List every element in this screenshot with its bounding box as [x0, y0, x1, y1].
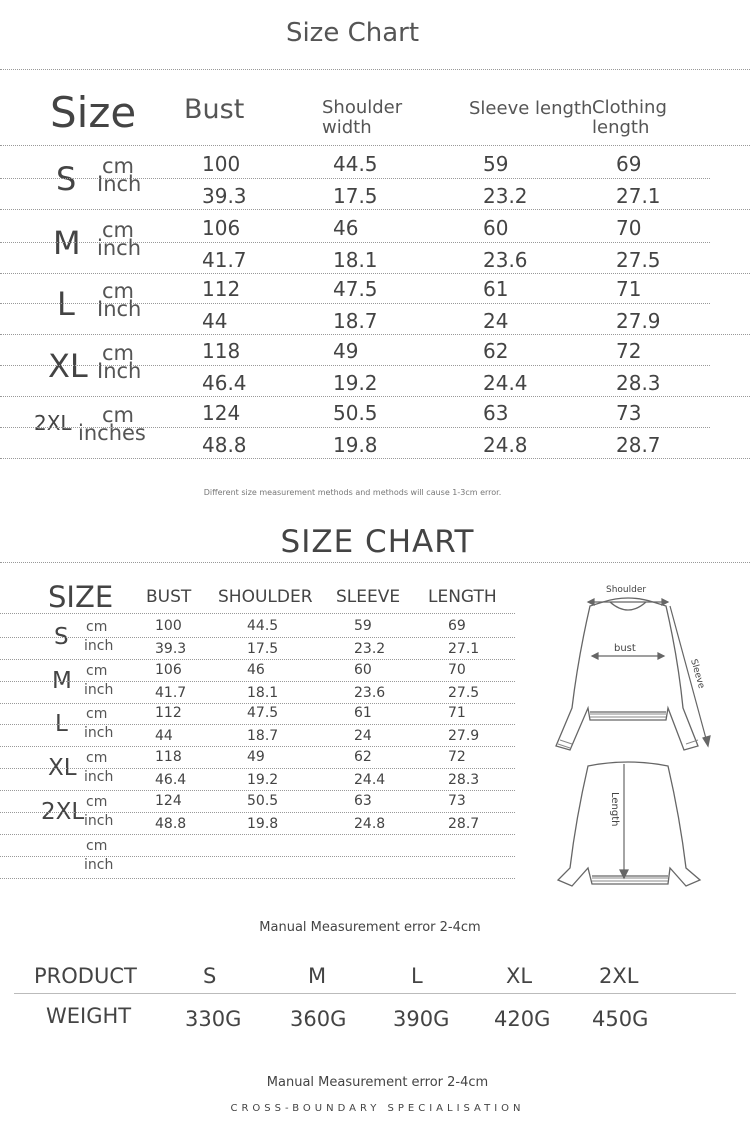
cell-inch: 46.4 — [202, 371, 247, 395]
cell-inch: 27.9 — [448, 728, 480, 744]
unit-cm-label: cm — [102, 218, 135, 242]
cell-cm: 71 — [448, 705, 466, 721]
cell-inch: 19.8 — [247, 816, 279, 832]
cell-cm: 69 — [616, 152, 642, 176]
header-size: SIZE — [48, 580, 114, 614]
header-shoulder: SHOULDER — [218, 587, 313, 607]
cell-inch: 24.8 — [483, 433, 528, 457]
cell-cm: 62 — [483, 339, 509, 363]
row-mid-divider — [0, 768, 515, 769]
unit-cm-label: cm — [86, 663, 108, 679]
cell-inch: 19.2 — [333, 371, 378, 395]
unit-inch-label: inch — [84, 769, 114, 785]
cell-cm: 112 — [202, 277, 241, 301]
row-size-label: XL — [48, 347, 88, 385]
cell-cm: 59 — [354, 618, 372, 634]
cell-cm: 70 — [448, 662, 466, 678]
divider — [0, 145, 750, 146]
cell-cm: 44.5 — [247, 618, 279, 634]
header-sleeve: SLEEVE — [336, 587, 401, 607]
cell-inch: 18.1 — [333, 248, 378, 272]
row-divider — [0, 396, 750, 397]
weight-value: 330G — [185, 1007, 242, 1031]
cell-cm: 63 — [354, 793, 372, 809]
cell-cm: 44.5 — [333, 152, 378, 176]
unit-cm-label: cm — [102, 341, 135, 365]
row-mid-divider — [0, 178, 710, 179]
row-mid-divider — [0, 427, 710, 428]
product-label: PRODUCT — [34, 964, 137, 988]
cell-cm: 47.5 — [247, 705, 279, 721]
unit-inch-label: inch — [84, 813, 114, 829]
cell-cm: 50.5 — [247, 793, 279, 809]
cell-inch: 28.7 — [616, 433, 661, 457]
cell-cm: 72 — [616, 339, 642, 363]
unit-inch-label: Inch — [97, 359, 142, 383]
cell-inch: 24 — [483, 309, 509, 333]
unit-inch-label: inches — [78, 421, 146, 445]
row-size-label: S — [56, 160, 77, 198]
cell-cm: 59 — [483, 152, 509, 176]
cell-inch: 17.5 — [247, 641, 279, 657]
row-divider — [0, 746, 515, 747]
cell-cm: 60 — [483, 216, 509, 240]
cell-cm: 118 — [155, 749, 182, 765]
cell-cm: 118 — [202, 339, 241, 363]
cell-cm: 100 — [155, 618, 182, 634]
cell-inch: 27.1 — [448, 641, 480, 657]
row-divider — [0, 273, 750, 274]
cell-inch: 23.2 — [483, 184, 528, 208]
cell-inch: 23.6 — [483, 248, 528, 272]
unit-cm-label: cm — [86, 706, 108, 722]
cell-cm: 46 — [333, 216, 359, 240]
row-mid-divider — [0, 637, 515, 638]
unit-cm-label: cm — [86, 619, 108, 635]
unit-inch-label: inch — [97, 236, 141, 260]
cell-inch: 27.5 — [448, 685, 480, 701]
size-chart-title-2: SIZE CHART — [280, 524, 475, 560]
row-divider — [0, 834, 515, 835]
unit-cm-label: cm — [86, 794, 108, 810]
cell-inch: 24.4 — [354, 772, 386, 788]
cell-cm: 112 — [155, 705, 182, 721]
cell-cm: 106 — [202, 216, 241, 240]
product-size: 2XL — [599, 964, 639, 988]
row-divider — [0, 209, 750, 210]
footer-text: CROSS-BOUNDARY SPECIALISATION — [230, 1103, 525, 1114]
row-mid-divider — [0, 303, 710, 304]
row-divider — [0, 334, 750, 335]
row-mid-divider — [0, 812, 515, 813]
row-size-label: XL — [48, 755, 77, 781]
row-mid-divider — [0, 681, 515, 682]
unit-cm-label: cm — [86, 750, 108, 766]
cell-cm: 62 — [354, 749, 372, 765]
row-divider — [0, 790, 515, 791]
cell-inch: 27.5 — [616, 248, 661, 272]
unit-inch-label: inch — [84, 682, 114, 698]
cell-inch: 46.4 — [155, 772, 187, 788]
cell-cm: 47.5 — [333, 277, 378, 301]
weight-label: WEIGHT — [46, 1004, 132, 1028]
cell-inch: 17.5 — [333, 184, 378, 208]
cell-inch: 19.2 — [247, 772, 279, 788]
cell-inch: 23.6 — [354, 685, 386, 701]
weight-value: 420G — [494, 1007, 551, 1031]
cell-inch: 28.3 — [448, 772, 480, 788]
row-size-label: M — [52, 668, 72, 694]
divider — [14, 993, 736, 994]
cell-cm: 106 — [155, 662, 182, 678]
unit-cm-label: cm — [102, 154, 135, 178]
cell-cm: 100 — [202, 152, 241, 176]
header-length: Clothing length — [592, 97, 667, 138]
cell-cm: 71 — [616, 277, 642, 301]
unit-cm-label: cm — [86, 838, 108, 854]
row-size-label: L — [55, 711, 68, 737]
divider — [0, 613, 515, 614]
diagram-length-label: Length — [609, 792, 620, 827]
measurement-note-3: Manual Measurement error 2-4cm — [266, 1075, 489, 1090]
cell-inch: 19.8 — [333, 433, 378, 457]
unit-cm-label: cm — [102, 403, 135, 427]
sweater-diagram-icon — [548, 578, 748, 898]
cell-cm: 72 — [448, 749, 466, 765]
size-chart-title: Size Chart — [285, 18, 420, 48]
cell-inch: 41.7 — [202, 248, 247, 272]
cell-cm: 124 — [202, 401, 241, 425]
row-divider — [0, 458, 750, 459]
cell-cm: 63 — [483, 401, 509, 425]
unit-inch-label: inch — [84, 857, 114, 873]
cell-inch: 18.1 — [247, 685, 279, 701]
cell-inch: 44 — [202, 309, 228, 333]
header-length: LENGTH — [428, 587, 497, 607]
product-size: L — [411, 964, 423, 988]
cell-cm: 46 — [247, 662, 265, 678]
cell-cm: 124 — [155, 793, 182, 809]
cell-inch: 28.7 — [448, 816, 480, 832]
cell-cm: 49 — [247, 749, 265, 765]
row-divider — [0, 659, 515, 660]
header-size: Size — [50, 88, 137, 137]
row-size-label: S — [54, 624, 69, 650]
row-mid-divider — [0, 242, 710, 243]
row-divider — [0, 703, 515, 704]
product-size: S — [203, 964, 217, 988]
cell-cm: 69 — [448, 618, 466, 634]
cell-inch: 18.7 — [247, 728, 279, 744]
product-size: XL — [506, 964, 533, 988]
cell-inch: 48.8 — [155, 816, 187, 832]
cell-inch: 23.2 — [354, 641, 386, 657]
cell-inch: 27.1 — [616, 184, 661, 208]
diagram-shoulder-label: Shoulder — [606, 585, 647, 595]
row-mid-divider — [0, 856, 515, 857]
unit-inch-label: inch — [84, 725, 114, 741]
cell-inch: 24.4 — [483, 371, 528, 395]
cell-cm: 73 — [448, 793, 466, 809]
cell-cm: 49 — [333, 339, 359, 363]
row-size-label: 2XL — [41, 799, 85, 825]
measurement-note: Different size measurement methods and methods will cause 1-3cm error. — [203, 488, 502, 497]
divider — [0, 69, 750, 70]
cell-inch: 28.3 — [616, 371, 661, 395]
header-bust: Bust — [184, 94, 245, 125]
cell-cm: 60 — [354, 662, 372, 678]
cell-cm: 73 — [616, 401, 642, 425]
cell-inch: 41.7 — [155, 685, 187, 701]
cell-cm: 50.5 — [333, 401, 378, 425]
diagram-bust-label: bust — [614, 643, 636, 654]
cell-cm: 61 — [354, 705, 372, 721]
weight-value: 360G — [290, 1007, 347, 1031]
diagram-sleeve-label: Sleeve — [688, 658, 707, 690]
row-size-label: L — [57, 285, 75, 323]
row-mid-divider — [0, 724, 515, 725]
cell-inch: 48.8 — [202, 433, 247, 457]
divider — [0, 562, 750, 563]
header-bust: BUST — [146, 587, 192, 607]
row-size-label: M — [53, 224, 81, 262]
weight-value: 450G — [592, 1007, 649, 1031]
unit-cm-label: cm — [102, 279, 135, 303]
measurement-note-2: Manual Measurement error 2-4cm — [259, 920, 481, 935]
unit-inch-label: inch — [84, 638, 114, 654]
cell-cm: 61 — [483, 277, 509, 301]
product-size: M — [308, 964, 327, 988]
row-mid-divider — [0, 365, 710, 366]
unit-inch-label: Inch — [97, 172, 142, 196]
cell-inch: 39.3 — [155, 641, 187, 657]
cell-inch: 18.7 — [333, 309, 378, 333]
cell-inch: 24 — [354, 728, 372, 744]
cell-inch: 24.8 — [354, 816, 386, 832]
unit-inch-label: Inch — [97, 297, 142, 321]
row-divider — [0, 878, 515, 879]
weight-value: 390G — [393, 1007, 450, 1031]
cell-cm: 70 — [616, 216, 642, 240]
cell-inch: 44 — [155, 728, 173, 744]
header-shoulder: Shoulder width — [322, 97, 403, 138]
header-sleeve: Sleeve length — [469, 98, 593, 119]
cell-inch: 39.3 — [202, 184, 247, 208]
row-size-label: 2XL — [34, 411, 72, 435]
cell-inch: 27.9 — [616, 309, 661, 333]
